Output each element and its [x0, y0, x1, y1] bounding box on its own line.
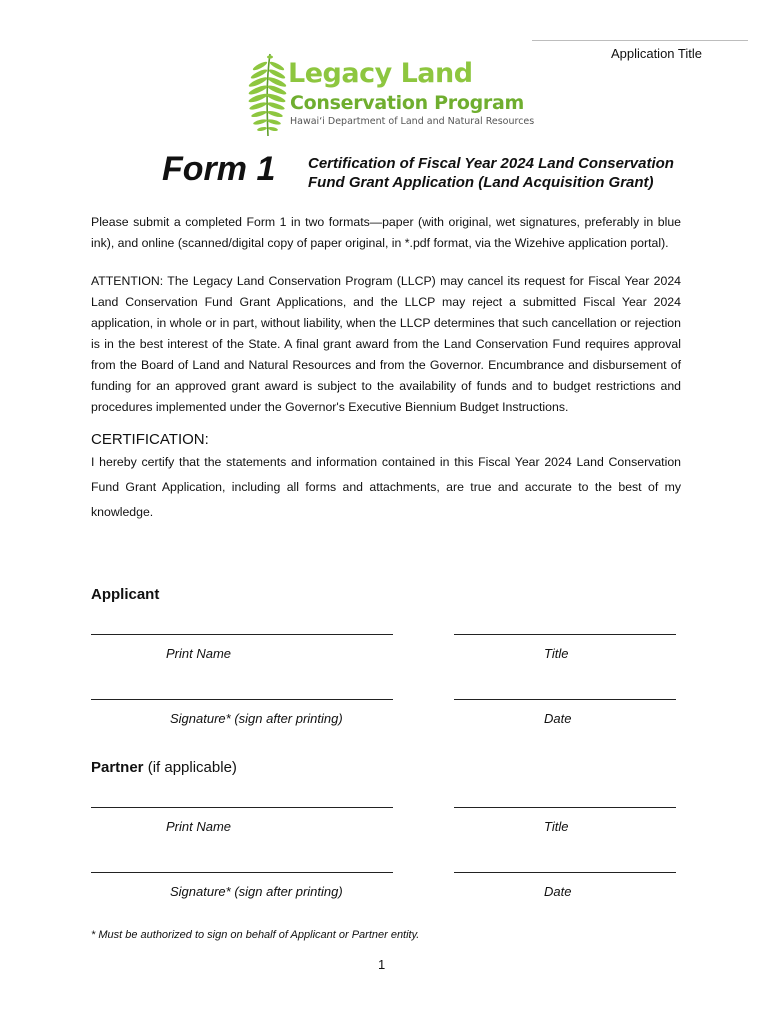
- partner-date-label: Date: [544, 884, 572, 899]
- applicant-title-line[interactable]: [454, 634, 676, 635]
- application-title: Application Title: [610, 46, 702, 61]
- partner-date-line[interactable]: [454, 872, 676, 873]
- page-number: 1: [378, 957, 386, 972]
- partner-title-line[interactable]: [454, 807, 676, 808]
- partner-qualifier: (if applicable): [143, 759, 237, 776]
- applicant-title: Applicant: [91, 586, 160, 603]
- form-number: Form 1: [162, 150, 276, 188]
- partner-title: Partner: [91, 759, 144, 776]
- instructions-paragraph: Please submit a completed Form 1 in two formats—paper (with original, wet signatures, preferably in blue ink), and online (scanned/digital copy of paper original, in *.pdf format, via the Wizehive application portal).: [91, 215, 681, 250]
- applicant-print-name-line[interactable]: [91, 634, 393, 635]
- applicant-print-name-label: Print Name: [166, 646, 232, 661]
- fern-leaf-icon: [248, 52, 288, 138]
- logo-name: Legacy Land: [288, 58, 473, 89]
- applicant-title-label: Title: [544, 646, 569, 661]
- applicant-date-label: Date: [544, 711, 572, 726]
- partner-signature-line[interactable]: [91, 872, 393, 873]
- applicant-signature-line[interactable]: [91, 699, 393, 700]
- application-title-rule: [532, 40, 748, 41]
- partner-print-name-label: Print Name: [166, 819, 232, 834]
- logo-agency: Hawai‘i Department of Land and Natural Resources: [290, 116, 535, 127]
- certification-paragraph: I hereby certify that the statements and information contained in this Fiscal Year 2024 Land Conservation Fund Grant Application, including all forms and attachments, are true and accurate to the best of my knowledge.: [91, 455, 681, 519]
- form-heading: Certification of Fiscal Year 2024 Land Conservation Fund Grant Application (Land Acquisition Grant): [308, 155, 674, 191]
- attention-paragraph: ATTENTION: The Legacy Land Conservation Program (LLCP) may cancel its request for Fiscal Year 2024 Land Conservation Fund Grant Applications, and the LLCP may reject a submitted Fiscal Year 2024 application, in whole or in part, without liability, when the LLCP determines that such cancellation or rejection is in the best interest of the State. A final grant award from the Land Conservation Fund requires approval from the Board of Land and Natural Resources and from the Governor. Encumbrance and disbursement of funding for an approved grant award is subject to the availability of funds and to budget restrictions and procedures implemented under the Governor's Executive Biennium Budget Instructions.: [91, 274, 681, 414]
- certification-heading: CERTIFICATION:: [91, 431, 209, 448]
- partner-signature-label: Signature* (sign after printing): [170, 884, 343, 899]
- logo-subtitle: Conservation Program: [290, 92, 525, 114]
- applicant-date-line[interactable]: [454, 699, 676, 700]
- partner-heading: [91, 759, 237, 776]
- signature-footnote: * Must be authorized to sign on behalf of Applicant or Partner entity.: [91, 929, 420, 941]
- partner-print-name-line[interactable]: [91, 807, 393, 808]
- program-logo: [248, 52, 538, 142]
- partner-title-label: Title: [544, 819, 569, 834]
- applicant-heading: [91, 586, 159, 603]
- applicant-signature-label: Signature* (sign after printing): [170, 711, 343, 726]
